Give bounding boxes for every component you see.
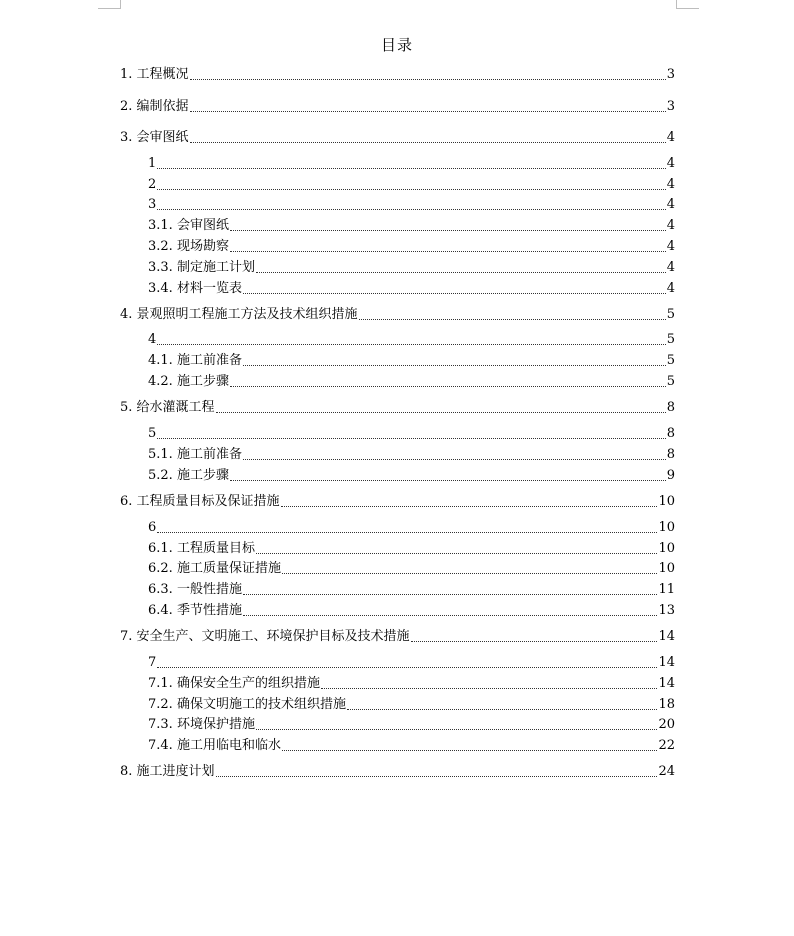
toc-leader [230, 480, 666, 481]
toc-leader [230, 386, 666, 387]
toc-entry-label: 4.1. 施工前准备 [148, 353, 242, 368]
toc-entry-label: 3. 会审图纸 [120, 130, 189, 145]
toc-leader [281, 506, 658, 507]
toc-entry[interactable] [148, 281, 675, 297]
toc-page-number: 4 [666, 177, 675, 192]
toc-entry[interactable] [148, 426, 675, 442]
toc-page-number: 5 [666, 332, 675, 347]
toc-leader [256, 729, 658, 730]
toc-entry[interactable] [148, 697, 675, 713]
toc-leader [157, 209, 665, 210]
toc-entry-label: 4.2. 施工步骤 [148, 374, 229, 389]
toc-entry[interactable] [120, 307, 675, 323]
toc-leader [411, 641, 658, 642]
toc-page-number: 20 [658, 717, 675, 732]
toc-leader [157, 168, 665, 169]
toc-page-number: 13 [658, 603, 675, 618]
toc-entry[interactable] [148, 561, 675, 577]
toc-entry[interactable] [148, 260, 675, 276]
toc-entry[interactable] [120, 400, 675, 416]
toc-leader [190, 79, 666, 80]
toc-entry[interactable] [148, 655, 675, 671]
toc-page-number: 22 [658, 738, 675, 753]
toc-entry-label: 1. 工程概况 [120, 67, 189, 82]
toc-leader [216, 776, 658, 777]
toc-entry[interactable] [148, 676, 675, 692]
toc-page-number: 14 [658, 655, 675, 670]
toc-entry-label: 3 [148, 197, 157, 212]
toc-leader [157, 344, 665, 345]
toc-entry-label: 7.3. 环境保护措施 [148, 717, 255, 732]
toc-page-number: 4 [666, 260, 675, 275]
toc-page-number: 10 [658, 561, 675, 576]
toc-page-number: 24 [658, 764, 675, 779]
toc-entry-label: 3.4. 材料一览表 [148, 281, 242, 296]
toc-page-number: 10 [658, 494, 675, 509]
toc-leader [243, 459, 666, 460]
toc-page-number: 4 [666, 239, 675, 254]
toc-entry[interactable] [120, 764, 675, 780]
toc-entry[interactable] [120, 629, 675, 645]
toc-leader [243, 365, 666, 366]
toc-leader [243, 594, 658, 595]
toc-entry-label: 6.2. 施工质量保证措施 [148, 561, 281, 576]
toc-entry-label: 6.3. 一般性措施 [148, 582, 242, 597]
toc-page-number: 5 [666, 307, 675, 322]
toc-leader [230, 251, 666, 252]
toc-page-number: 14 [658, 629, 675, 644]
toc-entry-label: 7.1. 确保安全生产的组织措施 [148, 676, 320, 691]
toc-leader [157, 438, 665, 439]
toc-entry[interactable] [148, 197, 675, 213]
page-corner-mark-right [676, 0, 699, 9]
toc-page-number: 14 [658, 676, 675, 691]
toc-leader [359, 319, 666, 320]
toc-entry-label: 6.1. 工程质量目标 [148, 541, 255, 556]
toc-entry-label: 7.2. 确保文明施工的技术组织措施 [148, 697, 346, 712]
toc-page-number: 4 [666, 156, 675, 171]
toc-leader [282, 750, 658, 751]
toc-entry[interactable] [148, 738, 675, 754]
toc-page-number: 8 [666, 426, 675, 441]
toc-entry-label: 3.2. 现场勘察 [148, 239, 229, 254]
toc-page-number: 18 [658, 697, 675, 712]
toc-page-number: 11 [658, 582, 675, 597]
toc-leader [157, 532, 657, 533]
toc-entry[interactable] [120, 130, 675, 146]
toc-entry[interactable] [148, 717, 675, 733]
toc-leader [190, 111, 666, 112]
toc-entry-label: 8. 施工进度计划 [120, 764, 215, 779]
toc-entry-label: 4. 景观照明工程施工方法及技术组织措施 [120, 307, 358, 322]
toc-leader [243, 615, 658, 616]
toc-page-number: 4 [666, 218, 675, 233]
toc-entry[interactable] [148, 582, 675, 598]
toc-entry-label: 5.1. 施工前准备 [148, 447, 242, 462]
toc-entry[interactable] [148, 353, 675, 369]
toc-entry-label: 6. 工程质量目标及保证措施 [120, 494, 280, 509]
toc-entry[interactable] [120, 99, 675, 115]
toc-entry-label: 5. 给水灌溉工程 [120, 400, 215, 415]
toc-title: 目录 [380, 36, 413, 54]
toc-entry[interactable] [148, 177, 675, 193]
toc-entry[interactable] [148, 156, 675, 172]
toc-leader [347, 709, 658, 710]
toc-entry-label: 2. 编制依据 [120, 99, 189, 114]
toc-leader [216, 412, 666, 413]
toc-entry[interactable] [148, 218, 675, 234]
toc-leader [190, 142, 666, 143]
toc-leader [321, 688, 658, 689]
toc-leader [243, 293, 666, 294]
toc-entry[interactable] [148, 332, 675, 348]
toc-leader [256, 272, 666, 273]
toc-entry-label: 3.3. 制定施工计划 [148, 260, 255, 275]
toc-leader [256, 553, 658, 554]
toc-page-number: 10 [658, 520, 675, 535]
toc-leader [282, 573, 658, 574]
toc-entry[interactable] [148, 603, 675, 619]
toc-entry[interactable] [120, 67, 675, 83]
toc-entry[interactable] [148, 520, 675, 536]
toc-entry[interactable] [120, 494, 675, 510]
toc-leader [157, 667, 657, 668]
toc-entry[interactable] [148, 374, 675, 390]
toc-entry[interactable] [148, 468, 675, 484]
toc-entry-label: 2 [148, 177, 157, 192]
toc-entry-label: 3.1. 会审图纸 [148, 218, 229, 233]
toc-entry[interactable] [148, 447, 675, 463]
toc-page-number: 9 [666, 468, 675, 483]
toc-entry-label: 7.4. 施工用临电和临水 [148, 738, 281, 753]
toc-entry[interactable] [148, 239, 675, 255]
toc-page-number: 3 [666, 67, 675, 82]
page-corner-mark-left [98, 0, 121, 9]
toc-entry-label: 6 [148, 520, 157, 535]
toc-entry-label: 7 [148, 655, 157, 670]
toc-entry[interactable] [148, 541, 675, 557]
toc-entry-label: 6.4. 季节性措施 [148, 603, 242, 618]
toc-leader [230, 230, 666, 231]
toc-leader [157, 189, 665, 190]
toc-entry-label: 5 [148, 426, 157, 441]
toc-entry-label: 5.2. 施工步骤 [148, 468, 229, 483]
toc-page-number: 10 [658, 541, 675, 556]
toc-page-number: 5 [666, 374, 675, 389]
toc-page-number: 5 [666, 353, 675, 368]
toc-page-number: 8 [666, 447, 675, 462]
toc-entry-label: 1 [148, 156, 157, 171]
toc-page-number: 4 [666, 197, 675, 212]
toc-page-number: 4 [666, 130, 675, 145]
toc-page-number: 8 [666, 400, 675, 415]
toc-page-number: 3 [666, 99, 675, 114]
toc-entry-label: 4 [148, 332, 157, 347]
toc-page-number: 4 [666, 281, 675, 296]
toc-entry-label: 7. 安全生产、文明施工、环境保护目标及技术措施 [120, 629, 410, 644]
